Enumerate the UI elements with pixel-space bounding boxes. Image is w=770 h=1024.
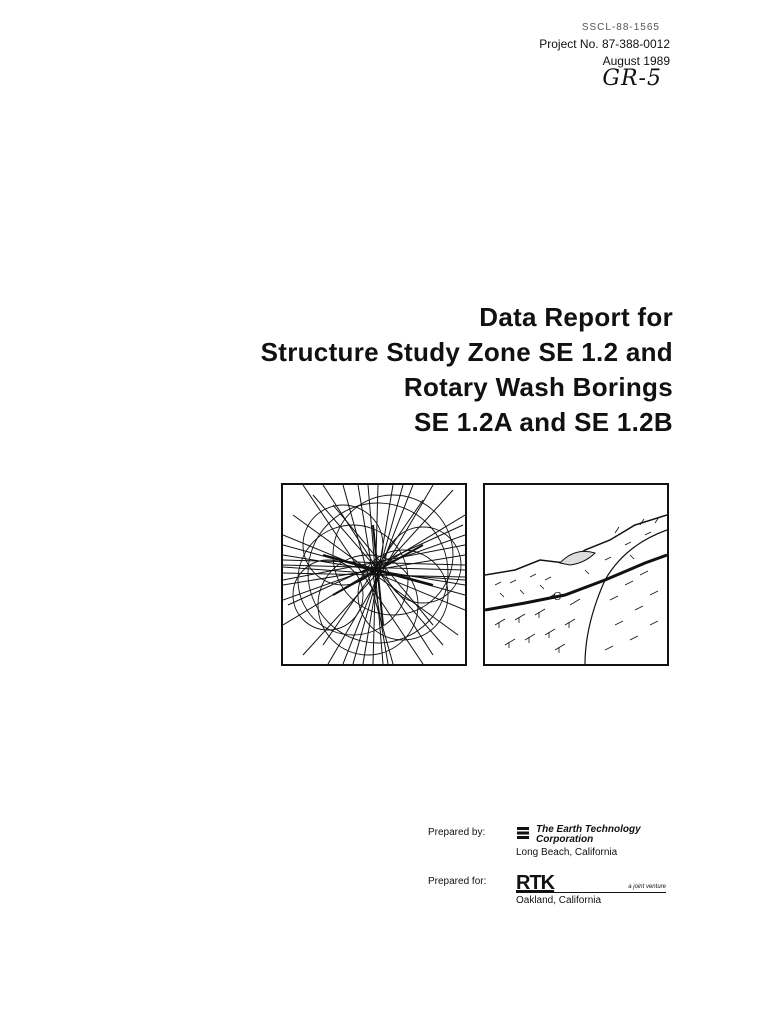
stereonet-figure bbox=[281, 483, 467, 666]
cross-section-illustration bbox=[485, 485, 667, 664]
rtk-logo: RTK bbox=[516, 872, 555, 894]
prepared-for-row bbox=[428, 874, 666, 906]
document-header bbox=[539, 22, 670, 91]
title-line-4: SE 1.2A and SE 1.2B bbox=[413, 407, 673, 437]
fault-symbol: C bbox=[553, 590, 562, 603]
title-line-3: Rotary Wash Borings bbox=[403, 372, 673, 402]
project-number: Project No. 87-388-0012 bbox=[539, 37, 670, 51]
prepared-by-label: Prepared by: bbox=[428, 827, 486, 838]
title-line-1: Data Report for bbox=[479, 302, 673, 332]
earth-technology-logo-icon bbox=[516, 826, 530, 840]
prepared-for-city: Oakland, California bbox=[516, 895, 602, 906]
joint-venture-tag: a joint venture bbox=[628, 884, 666, 890]
stereonet-illustration bbox=[283, 485, 465, 664]
report-title bbox=[261, 300, 673, 440]
prepared-by-org-line1: The Earth Technology bbox=[536, 824, 641, 835]
prepared-for-label: Prepared for: bbox=[428, 876, 487, 887]
geologic-cross-section-figure bbox=[483, 483, 669, 666]
prepared-by-org-line2: Corporation bbox=[536, 834, 594, 845]
handwritten-code: GR-5 bbox=[602, 66, 662, 91]
prepared-by-row bbox=[428, 825, 666, 858]
prepared-by-city: Long Beach, California bbox=[516, 847, 618, 858]
document-number: SSCL-88-1565 bbox=[581, 22, 660, 33]
credits-section bbox=[428, 825, 666, 922]
report-date: August 1989 bbox=[602, 54, 670, 68]
cover-figures bbox=[281, 483, 669, 666]
title-line-2: Structure Study Zone SE 1.2 and bbox=[260, 337, 673, 367]
